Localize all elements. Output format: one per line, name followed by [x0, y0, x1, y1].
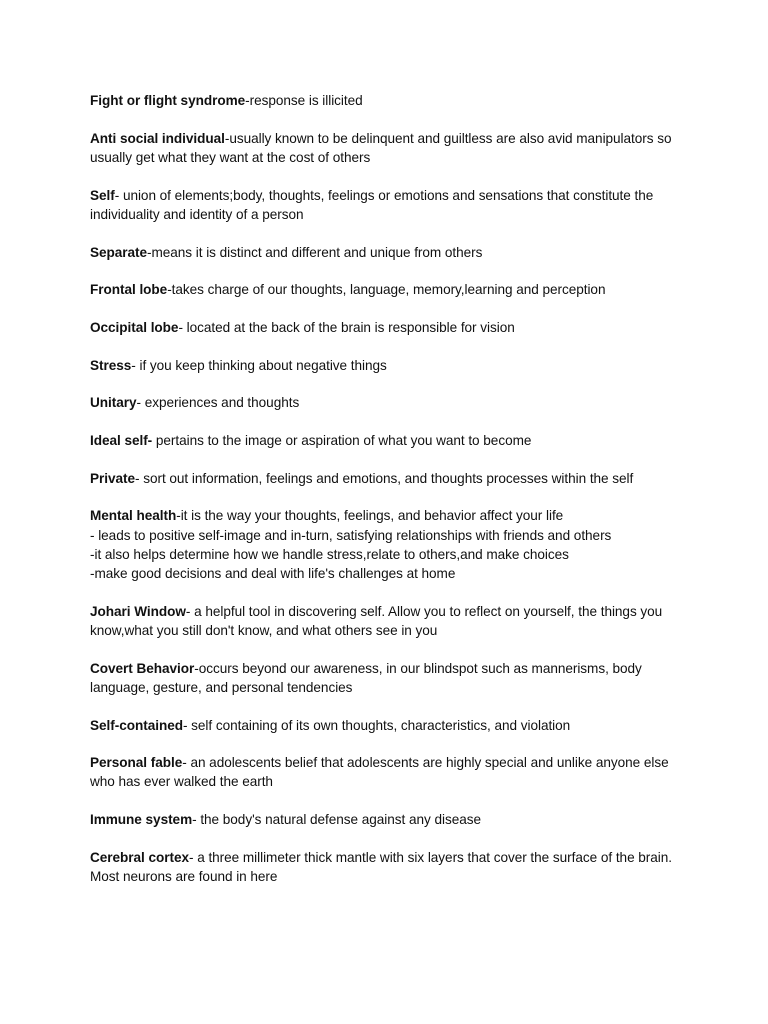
entry-definition-line — [90, 716, 688, 735]
glossary-entry — [90, 848, 688, 886]
entry-definition-line — [90, 469, 688, 488]
glossary-entry — [90, 469, 688, 488]
entry-definition-line — [90, 186, 688, 224]
entry-term: Separate — [90, 244, 148, 260]
glossary-entry — [90, 280, 688, 299]
entry-definition: -response is illicited — [245, 93, 363, 108]
entry-definition-line — [90, 91, 688, 110]
entry-definition: - union of elements;body, thoughts, feelings or emotions and sensations that constitute the individuality and identity of a person — [90, 187, 654, 222]
glossary-entry — [90, 716, 688, 735]
glossary-entry — [90, 506, 688, 583]
entry-term: Stress — [90, 357, 132, 373]
entry-definition-line — [90, 753, 688, 791]
entry-term: Fight or flight syndrome — [90, 93, 246, 108]
glossary-list — [90, 91, 688, 886]
entry-definition: - a three millimeter thick mantle with six layers that cover the surface of the brain. Most neurons are found in here — [90, 849, 673, 885]
entry-definition-line — [90, 602, 688, 640]
glossary-entry — [90, 602, 688, 640]
entry-definition: -takes charge of our thoughts, language, memory,learning and perception — [167, 282, 606, 298]
entry-definition-line — [90, 810, 688, 829]
entry-definition: -usually known to be delinquent and guiltless are also avid manipulators so usually get what they want at the cost of others — [90, 130, 672, 165]
entry-term: Ideal self- — [90, 433, 153, 449]
entry-definition: - an adolescents belief that adolescents are highly special and unlike anyone else who has ever walked the earth — [90, 755, 669, 790]
glossary-entry — [90, 393, 688, 412]
entry-term: Anti social individual — [90, 130, 225, 146]
entry-definition-line — [90, 506, 688, 525]
entry-definition: - sort out information, feelings and emotions, and thoughts processes within the self — [135, 470, 634, 486]
entry-definition: pertains to the image or aspiration of what you want to become — [152, 433, 532, 449]
glossary-entry — [90, 431, 688, 450]
entry-term: Frontal lobe — [90, 282, 168, 298]
entry-definition-line — [90, 431, 688, 450]
entry-definition: - if you keep thinking about negative things — [131, 357, 387, 373]
entry-extra-line: - leads to positive self-image and in-turn, satisfying relationships with friends and others — [90, 527, 612, 543]
entry-definition-line — [90, 129, 688, 167]
entry-definition: - self containing of its own thoughts, characteristics, and violation — [182, 717, 571, 733]
entry-term: Personal fable — [90, 755, 183, 771]
glossary-entry — [90, 810, 688, 829]
entry-definition-line — [90, 356, 688, 375]
entry-definition-line — [90, 280, 688, 299]
glossary-entry — [90, 186, 688, 224]
entry-definition-line — [90, 659, 688, 697]
entry-definition-line — [90, 243, 688, 262]
glossary-entry — [90, 91, 688, 110]
entry-term: Covert Behavior — [90, 660, 195, 676]
entry-extra-line: -it also helps determine how we handle stress,relate to others,and make choices — [90, 546, 569, 562]
entry-definition-line — [90, 393, 688, 412]
entry-definition-line — [90, 848, 688, 886]
entry-extra-line: -make good decisions and deal with life's challenges at home — [90, 566, 456, 582]
entry-term: Johari Window — [90, 603, 186, 619]
glossary-entry — [90, 753, 688, 791]
glossary-entry — [90, 659, 688, 697]
entry-definition: - the body's natural defense against any disease — [192, 812, 481, 828]
entry-definition: - a helpful tool in discovering self. Allow you to reflect on yourself, the things you know,what you still don't know, and what others see in you — [90, 603, 663, 638]
glossary-entry — [90, 129, 688, 167]
entry-definition: - located at the back of the brain is responsible for vision — [178, 319, 515, 335]
entry-term: Unitary — [90, 395, 137, 411]
entry-term: Occipital lobe — [90, 319, 179, 335]
entry-term: Self-contained — [90, 717, 183, 733]
glossary-entry — [90, 318, 688, 337]
glossary-entry — [90, 356, 688, 375]
entry-definition: - experiences and thoughts — [136, 395, 300, 411]
entry-term: Immune system — [90, 812, 193, 828]
entry-definition: -means it is distinct and different and unique from others — [147, 244, 483, 260]
entry-term: Private — [90, 470, 135, 486]
glossary-entry — [90, 243, 688, 262]
entry-definition-line — [90, 318, 688, 337]
entry-definition: -occurs beyond our awareness, in our blindspot such as mannerisms, body language, gesture, and personal tendencies — [90, 660, 642, 695]
entry-term: Mental health — [90, 508, 177, 524]
entry-term: Cerebral cortex — [90, 849, 189, 865]
entry-term: Self — [90, 187, 115, 203]
entry-definition: -it is the way your thoughts, feelings, and behavior affect your life — [176, 508, 564, 524]
